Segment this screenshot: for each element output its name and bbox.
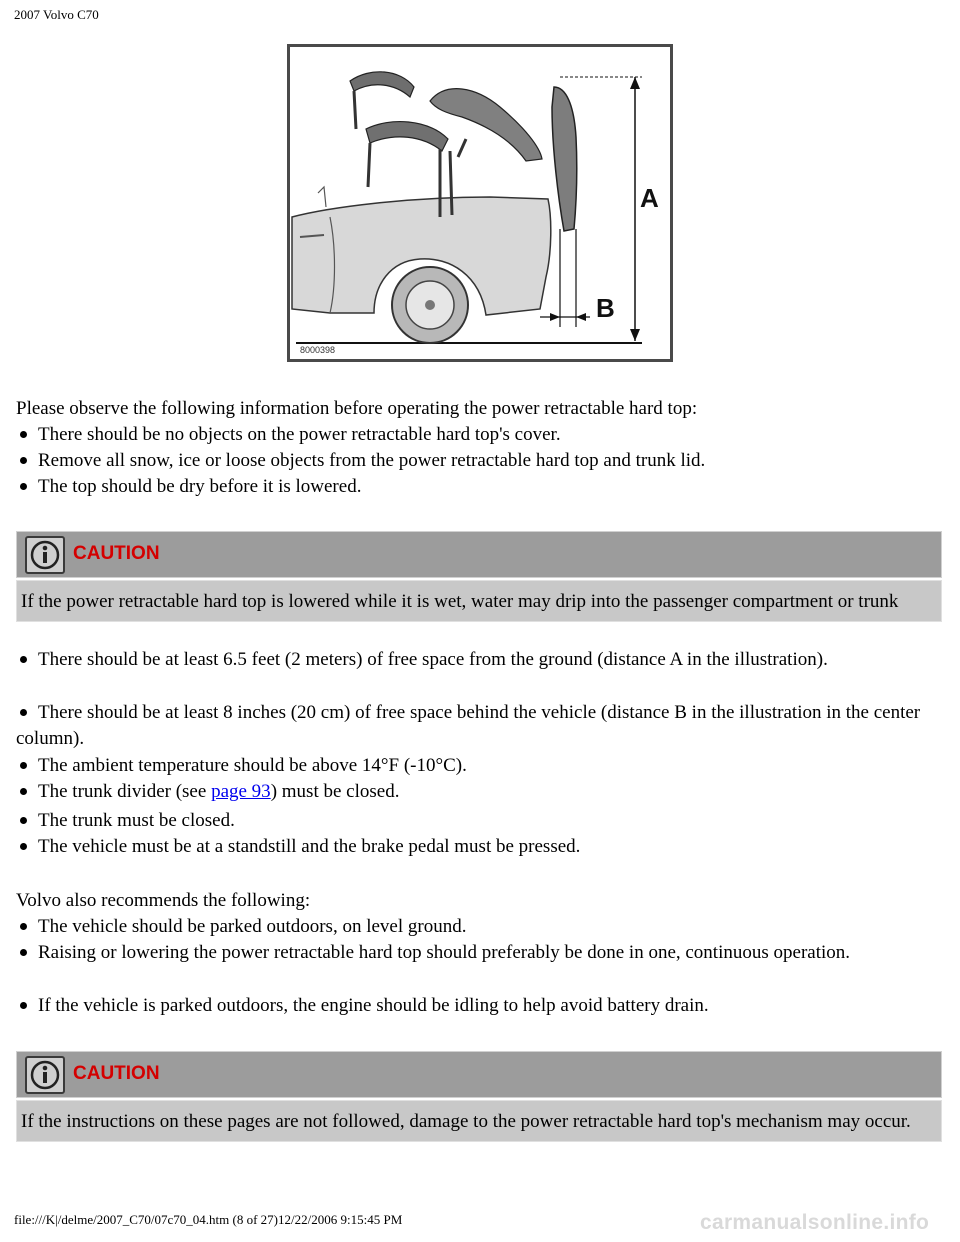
bullet-icon [20, 788, 27, 795]
caution-box [16, 531, 942, 622]
bullet-icon [20, 843, 27, 850]
caution-header [16, 1051, 942, 1098]
label-a: A [640, 183, 659, 213]
bullet-icon [20, 457, 27, 464]
bullet-icon [20, 656, 27, 663]
bullet-icon [20, 1002, 27, 1009]
caution-title: CAUTION [73, 543, 160, 564]
list-item: The trunk must be closed. [16, 808, 235, 834]
list-item: There should be no objects on the power retractable hard top's cover. [16, 422, 561, 448]
list-item: The ambient temperature should be above 14°F (-10°C). [16, 753, 467, 779]
list-item: Remove all snow, ice or loose objects from the power retractable hard top and trunk lid. [16, 448, 705, 474]
list-item: The vehicle should be parked outdoors, on level ground. [16, 914, 466, 940]
list-item: The top should be dry before it is lowered. [16, 474, 361, 500]
bullet-icon [20, 709, 27, 716]
list-item: There should be at least 8 inches (20 cm) of free space behind the vehicle (distance B in the illustration in the center column). [16, 702, 921, 749]
bullet-icon [20, 949, 27, 956]
bullet-icon [20, 762, 27, 769]
info-icon [25, 1056, 65, 1094]
caution-title: CAUTION [73, 1063, 160, 1084]
caution-box [16, 1051, 942, 1142]
list-item: Raising or lowering the power retractable hard top should preferably be done in one, continuous operation. [16, 940, 916, 966]
bullet-icon [20, 817, 27, 824]
page-header: 2007 Volvo C70 [14, 7, 99, 22]
list-item: There should be at least 6.5 feet (2 meters) of free space from the ground (distance A in the illustration). [16, 647, 946, 673]
bullet-icon [20, 431, 27, 438]
watermark: carmanualsonline.info [700, 1211, 930, 1234]
bullet-icon [20, 923, 27, 930]
info-icon [25, 536, 65, 574]
hard-top-illustration [287, 44, 673, 362]
caution-body: If the power retractable hard top is lowered while it is wet, water may drip into the passenger compartment or trunk [16, 580, 942, 622]
list-item: If the vehicle is parked outdoors, the engine should be idling to help avoid battery drain. [16, 993, 709, 1019]
list-item: The vehicle must be at a standstill and the brake pedal must be pressed. [16, 834, 580, 860]
intro-text: Please observe the following information before operating the power retractable hard top: [16, 398, 698, 419]
caution-body: If the instructions on these pages are not followed, damage to the power retractable hard top's mechanism may occur. [16, 1100, 942, 1142]
recommend-intro: Volvo also recommends the following: [16, 890, 311, 911]
bullet-icon [20, 483, 27, 490]
figure-code: 8000398 [300, 345, 336, 355]
page-footer: file:///K|/delme/2007_C70/07c70_04.htm (8 of 27)12/22/2006 9:15:45 PM [14, 1212, 403, 1227]
caution-header [16, 531, 942, 578]
label-b: B [596, 293, 615, 323]
page-93-link[interactable]: page 93 [211, 781, 271, 802]
list-item: The trunk divider (see page 93) must be closed. [16, 779, 399, 805]
